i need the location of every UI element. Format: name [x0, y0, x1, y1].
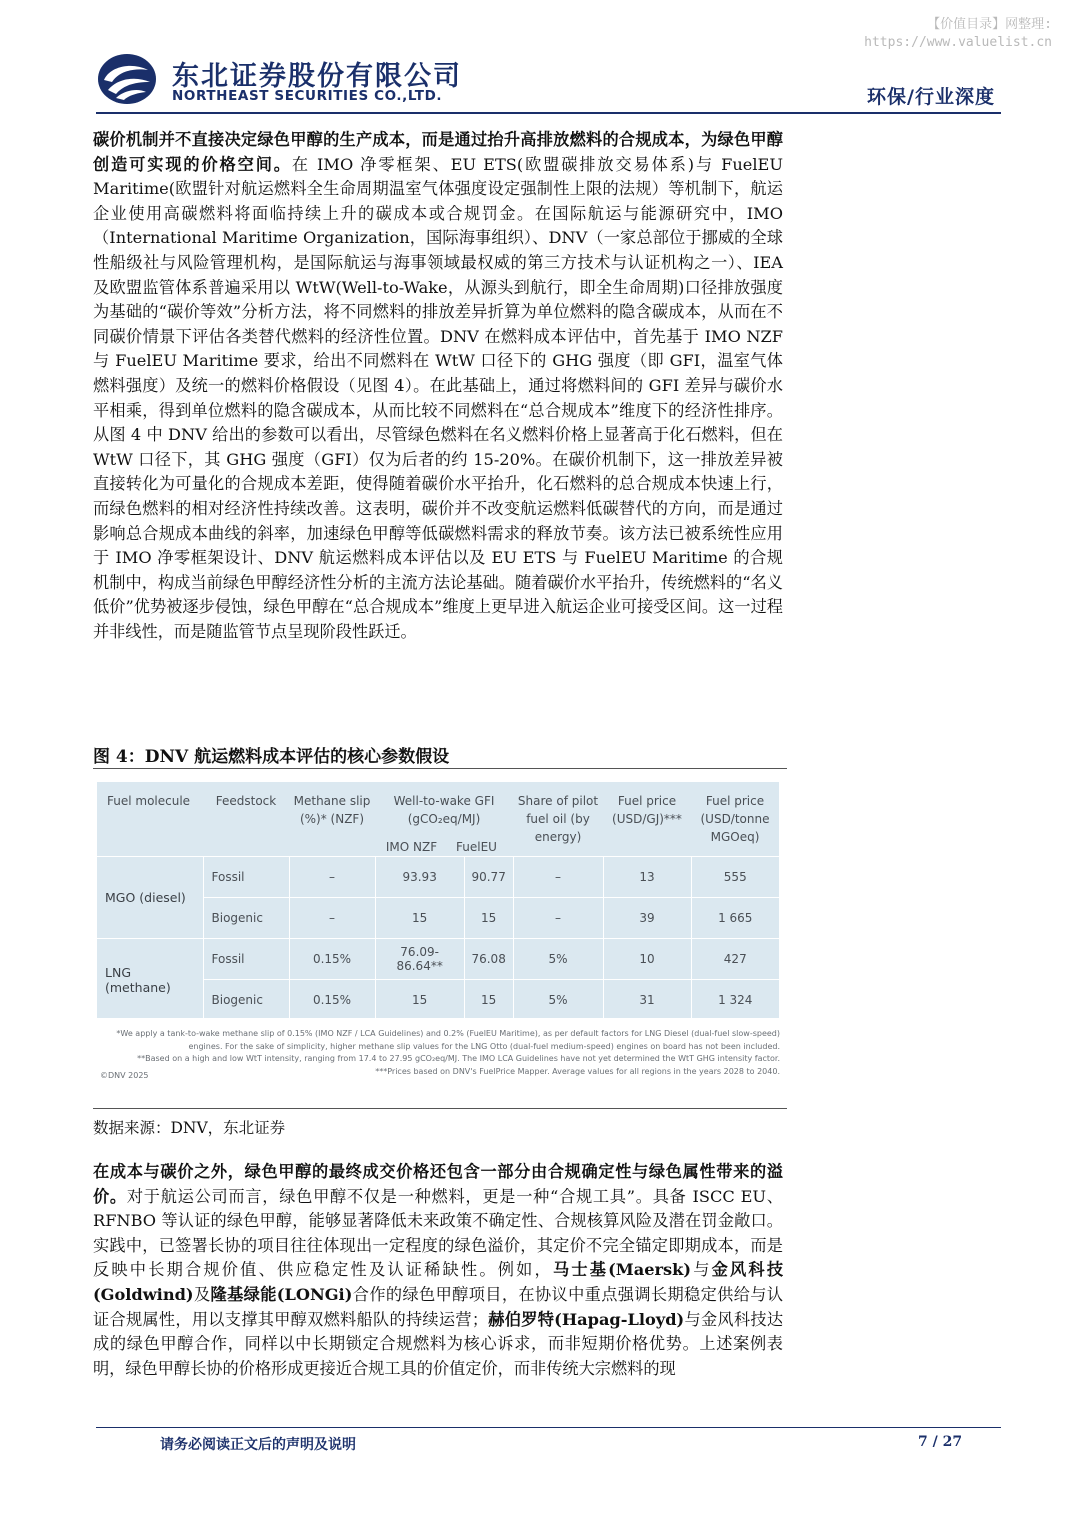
header-divider — [96, 112, 1001, 114]
figure-source: 数据来源：DNV，东北证券 — [93, 1119, 286, 1137]
cell-price-tonne: 555 — [691, 857, 779, 898]
cell-feedstock: Biogenic — [203, 898, 289, 939]
para2-text-d: 及 — [193, 1284, 211, 1304]
cell-pilot: – — [513, 857, 603, 898]
dnv-copyright: ©DNV 2025 — [100, 1071, 149, 1080]
header-pilot-share: Share of pilot fuel oil (by energy) — [517, 794, 599, 844]
cell-price-tonne: 1 324 — [691, 980, 779, 1021]
cell-price-gj: 13 — [603, 857, 691, 898]
cell-pilot: 5% — [513, 980, 603, 1021]
cell-imo: 93.93 — [375, 857, 464, 898]
footer-disclaimer: 请务必阅读正文后的声明及说明 — [160, 1437, 356, 1453]
footnote-2: **Based on a high and low WtT intensity, ranging from 17.4 to 27.95 gCO₂eq/MJ. The IMO LCA Guidelines have not yet determined the WtT GHG intensity factor. — [137, 1054, 780, 1063]
para2-text-f: 与金风科技达成的绿色甲醇合作，同样以中长期锁定合规燃料为核心诉求，而非短期价格优势。上述案例表明，绿色甲醇长协的价格形成更接近合规工具的价值定价，而非传统大宗燃料的现 — [93, 1309, 784, 1378]
header-gfi-label: Well-to-wake GFI (gCO₂eq/MJ) — [393, 794, 495, 826]
cell-feedstock: Fossil — [203, 857, 289, 898]
header-price-gj: Fuel price (USD/GJ)*** — [612, 794, 682, 826]
company-logo-icon — [96, 52, 158, 106]
figure-bottom-rule — [93, 1108, 787, 1109]
cell-fueleu: 15 — [464, 898, 513, 939]
para2-longi: 隆基绿能(LONGi) — [210, 1284, 353, 1304]
body-paragraph-2 — [93, 1160, 783, 1381]
molecule-lng: LNG (methane) — [97, 939, 203, 1021]
body-paragraph-1 — [93, 128, 783, 644]
footnote-3: ***Prices based on DNV's FuelPrice Mapper. Average values for all regions in the years 2028 to 2040. — [375, 1066, 780, 1076]
table-row — [97, 857, 779, 898]
cell-slip: – — [289, 898, 375, 939]
header-fuel-molecule: Fuel molecule — [107, 794, 191, 808]
molecule-mgo: MGO (diesel) — [97, 857, 203, 939]
cell-fueleu: 90.77 — [464, 857, 513, 898]
cell-slip: 0.15% — [289, 980, 375, 1021]
cell-feedstock: Fossil — [203, 939, 289, 980]
para2-text-c: 与 — [691, 1260, 712, 1280]
para2-maersk: 马士基(Maersk) — [552, 1260, 692, 1280]
header-fueleu: FuelEU — [456, 840, 497, 854]
footer-divider — [96, 1427, 1001, 1428]
report-category: 环保/行业深度 — [867, 86, 995, 108]
cell-fueleu: 15 — [464, 980, 513, 1021]
para1-lead: 碳价机制并不直接决定绿色甲醇的生产成本，而是通过抬升高排放燃料的合规成本，为绿色甲醇创造可实现的价格空间。 — [93, 130, 783, 174]
para2-hapag: 赫伯罗特(Hapag-Lloyd) — [488, 1309, 685, 1329]
cell-price-gj: 10 — [603, 939, 691, 980]
para2-text-e: 合作的绿色甲醇项目，在协议中重点强调长期稳定供给与认证合规属性，用以支撑其甲醇双燃料船队的持续运营； — [93, 1284, 784, 1329]
company-name-en: NORTHEAST SECURITIES CO.,LTD. — [172, 88, 443, 104]
table-footnotes — [100, 1028, 780, 1078]
cell-imo: 15 — [375, 980, 464, 1021]
header-imo-nzf: IMO NZF — [385, 840, 438, 854]
cell-slip: 0.15% — [289, 939, 375, 980]
para2-lead: 在成本与碳价之外，绿色甲醇的最终成交价格还包含一部分由合规确定性与绿色属性带来的溢价。 — [93, 1162, 783, 1206]
cell-fueleu: 76.08 — [464, 939, 513, 980]
page-header — [96, 52, 1001, 108]
cell-price-gj: 31 — [603, 980, 691, 1021]
header-gfi — [375, 782, 513, 857]
header-price-tonne: Fuel price (USD/tonne MGOeq) — [700, 794, 770, 844]
watermark-line1: 【价值目录】网整理: — [927, 17, 1052, 32]
cell-imo: 15 — [375, 898, 464, 939]
company-name-cn: 东北证券股份有限公司 — [172, 61, 462, 92]
fuel-parameter-table — [97, 782, 779, 1020]
para2-text-a: 对于航运公司而言，绿色甲醇不仅是一种燃料，更是一种“合规工具”。具备 ISCC EU、RFNBO 等认证的绿色甲醇，能够显著降低未来政策不确定性、合规核算风险及潜在罚金敞口。实践中，已签署长协的项目往往体现出一定程度的绿色溢价，其定价不完全锚定即期成本，而是反映中长期合规价值、供应稳定性及认证稀缺性。例如， — [93, 1186, 783, 1280]
cell-price-tonne: 1 665 — [691, 898, 779, 939]
cell-price-tonne: 427 — [691, 939, 779, 980]
para1-text: 在 IMO 净零框架、EU ETS(欧盟碳排放交易体系)与 FuelEU Maritime(欧盟针对航运燃料全生命周期温室气体强度设定强制性上限的法规）等机制下，航运企业使用高碳燃料将面临持续上升的碳成本或合规罚金。在国际航运与能源研究中，IMO（International Maritime Organization，国际海事组织）、DNV（一家总部位于挪威的全球性船级社与风险管理机构，是国际航运与海事领域最权威的第三方技术与认证机构之一）、IEA 及欧盟监管体系普遍采用以 WtW(Well-to-Wake，从源头到航行，即全生命周期)口径排放强度为基础的“碳价等效”分析方法，将不同燃料的排放差异折算为单位燃料的隐含碳成本，从而在不同碳价情景下评估各类替代燃料的经济性位置。DNV 在燃料成本评估中，首先基于 IMO NZF 与 FuelEU Maritime 要求，给出不同燃料在 WtW 口径下的 GHG 强度（即 GFI，温室气体燃料强度）及统一的燃料价格假设（见图 4）。在此基础上，通过将燃料间的 GFI 差异与碳价水平相乘，得到单位燃料的隐含碳成本，从而比较不同燃料在“总合规成本”维度下的经济性排序。从图 4 中 DNV 给出的参数可以看出，尽管绿色燃料在名义燃料价格上显著高于化石燃料，但在 WtW 口径下，其 GHG 强度（GFI）仅为后者的约 15-20%。在碳价机制下，这一排放差异被直接转化为可量化的合规成本差距，使得随着碳价水平抬升，化石燃料的总合规成本快速上行，而绿色燃料的相对经济性持续改善。这表明，碳价并不改变航运燃料低碳替代的方向，而是通过影响总合规成本曲线的斜率，加速绿色甲醇等低碳燃料需求的释放节奏。该方法已被系统性应用于 IMO 净零框架设计、DNV 航运燃料成本评估以及 EU ETS 与 FuelEU Maritime 的合规机制中，构成当前绿色甲醇经济性分析的主流方法论基础。随着碳价水平抬升，传统燃料的“名义低价”优势被逐步侵蚀，绿色甲醇在“总合规成本”维度上更早进入航运企业可接受区间。这一过程并非线性，而是随监管节点呈现阶段性跃迁。 — [93, 154, 783, 641]
cell-pilot: – — [513, 898, 603, 939]
header-feedstock: Feedstock — [215, 794, 277, 808]
cell-feedstock: Biogenic — [203, 980, 289, 1021]
figure-top-rule — [93, 768, 787, 769]
cell-imo: 76.09-86.64** — [375, 939, 464, 980]
page-number: 7 / 27 — [918, 1434, 963, 1450]
table-row — [97, 939, 779, 980]
table-header-row — [97, 782, 779, 857]
cell-slip: – — [289, 857, 375, 898]
cell-price-gj: 39 — [603, 898, 691, 939]
para2-goldwind: 金风科技(Goldwind) — [93, 1260, 784, 1304]
cell-pilot: 5% — [513, 939, 603, 980]
watermark — [864, 16, 1052, 52]
figure-title: 图 4：DNV 航运燃料成本评估的核心参数假设 — [93, 747, 450, 767]
watermark-url: https://www.valuelist.cn — [864, 35, 1052, 50]
header-methane-slip: Methane slip (%)* (NZF) — [293, 794, 371, 826]
footnote-1: *We apply a tank-to-wake methane slip of 0.15% (IMO NZF / LCA Guidelines) and 0.2% (FuelEU Maritime), as per default factors for LNG Diesel (dual-fuel slow-speed) engines. For the sake of simplicity, higher methane slip values for the LNG Otto (dual-fuel medium-speed) engines on board has not been included. — [116, 1029, 780, 1051]
